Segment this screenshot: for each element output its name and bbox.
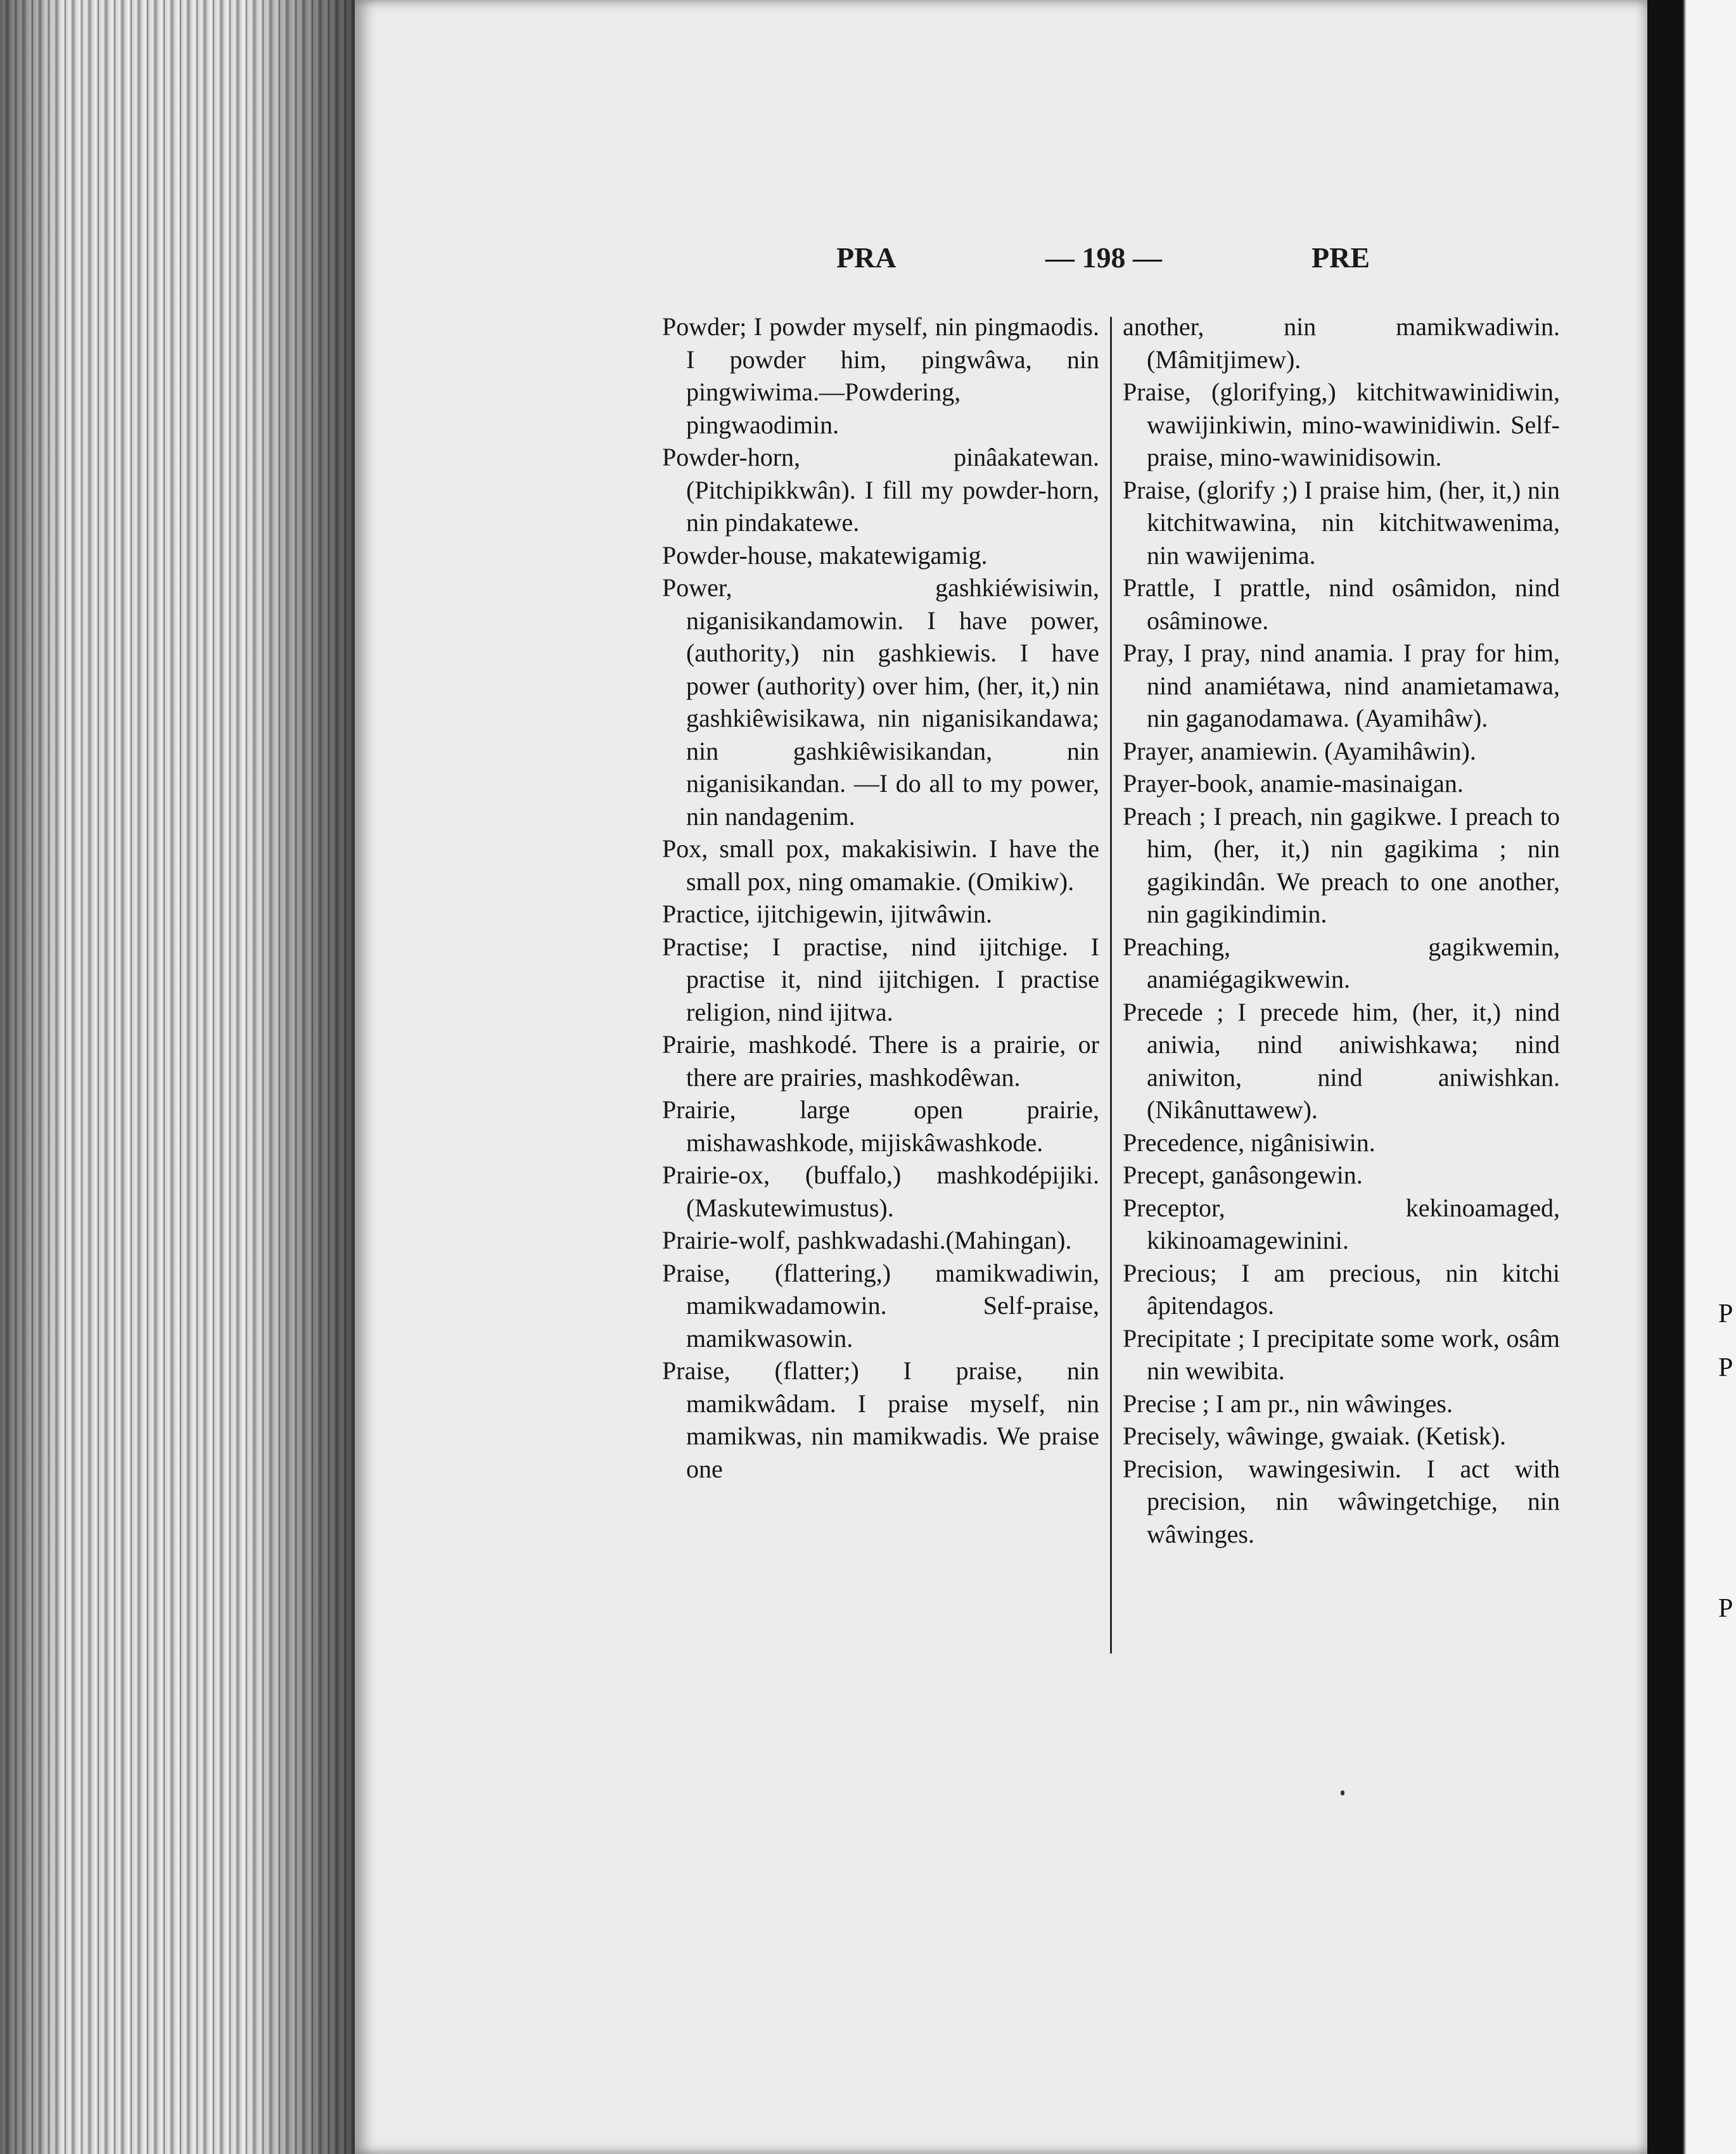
ink-speck xyxy=(1341,1790,1344,1795)
entry-powder: Powder; I powder myself, nin pingmaodis. I powder him, pingwâwa, nin pingwiwima.—Powdering, pingwaodimin. xyxy=(662,312,1099,439)
column-rule xyxy=(1110,317,1112,1654)
facing-page-edge xyxy=(1647,0,1736,2154)
entry-prayer-book: Prayer-book, anamie-masinaigan. xyxy=(1123,769,1464,798)
facing-page-fragment: P xyxy=(1718,1299,1733,1329)
entry-praise-flatter: Praise, (flatter;) I praise, nin mamikwâdam. I praise myself, nin mamikwas, nin mamikwadis. We praise one xyxy=(662,1356,1099,1483)
entry-praise-continued: another, nin mamikwadiwin. (Mâmitjimew). xyxy=(1123,312,1560,374)
page-number: — 198 — xyxy=(1045,241,1162,274)
header-right-guide-word: PRE xyxy=(1312,241,1370,274)
entry-prairie-wolf: Prairie-wolf, pashkwadashi.(Mahingan). xyxy=(662,1226,1072,1254)
entry-precedence: Precedence, nigânisiwin. xyxy=(1123,1128,1375,1157)
facing-page-fragment: P xyxy=(1718,1594,1733,1623)
entry-pray: Pray, I pray, nind anamia. I pray for him, nind anamiétawa, nind anamietamawa, nin gaganodamawa. (Ayamihâw). xyxy=(1123,639,1560,732)
entry-prairie: Prairie, mashkodé. There is a prairie, or there are prairies, mashkodêwan. xyxy=(662,1030,1099,1092)
entry-precept: Precept, ganâsongewin. xyxy=(1123,1161,1363,1189)
entry-prattle: Prattle, I prattle, nind osâmidon, nind osâminowe. xyxy=(1123,573,1560,635)
entry-precisely: Precisely, wâwinge, gwaiak. (Ketisk). xyxy=(1123,1422,1506,1450)
entry-prairie-large: Prairie, large open prairie, mishawashkode, mijiskâwashkode. xyxy=(662,1095,1099,1157)
entry-precede: Precede ; I precede him, (her, it,) nind aniwia, nind aniwishkawa; nind aniwiton, nind aniwishkan. (Nikânuttawew). xyxy=(1123,997,1560,1124)
entry-powder-house: Powder-house, makatewigamig. xyxy=(662,540,988,570)
dictionary-page xyxy=(355,0,1647,2154)
entry-precipitate: Precipitate ; I precipitate some work, osâm nin wewibita. xyxy=(1123,1323,1560,1385)
entry-pox: Pox, small pox, makakisiwin. I have the small pox, ning omamakie. (Omikiw). xyxy=(662,834,1099,896)
header-left-guide-word: PRA xyxy=(836,241,897,274)
entry-prayer: Prayer, anamiewin. (Ayamihâwin). xyxy=(1123,736,1476,765)
entry-powder-horn: Powder-horn, pinâakatewan. (Pitchipikkwân). I fill my powder-horn, nin pindakatewe. xyxy=(662,443,1099,537)
entry-precision: Precision, wawingesiwin. I act with precision, nin wâwingetchige, nin wâwinges. xyxy=(1123,1454,1560,1548)
entry-precise: Precise ; I am pr., nin wâwinges. xyxy=(1123,1389,1453,1418)
entry-preaching: Preaching, gagikwemin, anamiégagikwewin. xyxy=(1123,932,1560,993)
entry-precious: Precious; I am precious, nin kitchi âpitendagos. xyxy=(1123,1258,1560,1320)
facing-page-fragment: P xyxy=(1718,1353,1733,1382)
entry-praise-glorify: Praise, (glorify ;) I praise him, (her, it,) nin kitchitwawina, nin kitchitwawenima, nin wawijenima. xyxy=(1123,475,1560,570)
entry-power: Power, gashkiéwisiwin, niganisikandamowin. I have power, (authority,) nin gashkiewis. I have power (authority) over him, (her, it,) nin gashkiêwisikawa, nin niganisikandawa; nin gashkiêwisikandan, nin niganisikandan. —I do all to my power, nin nandagenim. xyxy=(662,573,1099,831)
entry-practice: Practice, ijitchigewin, ijitwâwin. xyxy=(662,900,992,928)
right-column xyxy=(1123,310,1560,1550)
left-column xyxy=(662,310,1099,1485)
book-page-edges xyxy=(0,0,355,2154)
page-header xyxy=(355,241,1647,279)
entry-practise: Practise; I practise, nind ijitchige. I practise it, nind ijitchigen. I practise religion, nind ijitwa. xyxy=(662,932,1099,1026)
entry-prairie-ox: Prairie-ox, (buffalo,) mashkodépijiki. (Maskutewimustus). xyxy=(662,1161,1099,1222)
entry-praise-glorifying: Praise, (glorifying,) kitchitwawinidiwin, wawijinkiwin, mino-wawinidiwin. Self-praise, mino-wawinidisowin. xyxy=(1123,378,1560,471)
entry-praise-flattering: Praise, (flattering,) mamikwadiwin, mamikwadamowin. Self-praise, mamikwasowin. xyxy=(662,1258,1099,1353)
entry-preceptor: Preceptor, kekinoamaged, kikinoamagewinini. xyxy=(1123,1193,1560,1254)
entry-preach: Preach ; I preach, nin gagikwe. I preach to him, (her, it,) nin gagikima ; nin gagikindân. We preach to one another, nin gagikindimin. xyxy=(1123,801,1560,928)
